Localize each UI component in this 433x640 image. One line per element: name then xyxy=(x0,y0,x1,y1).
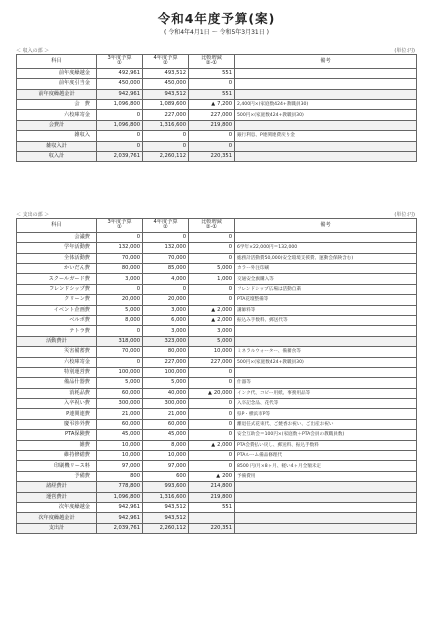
diff-value: 0 xyxy=(228,379,232,386)
budget4-cell: 10,000 xyxy=(143,451,189,461)
table-row xyxy=(17,513,417,523)
budget3-cell: 450,000 xyxy=(97,79,143,89)
budget3-cell: 0 xyxy=(97,357,143,367)
decrease-marker: ▲ xyxy=(211,441,216,448)
diff-value: 5,000 xyxy=(217,337,232,344)
budget4-cell: 40,000 xyxy=(143,388,189,398)
decrease-marker: ▲ xyxy=(211,101,216,108)
budget3-cell: 20,000 xyxy=(97,295,143,305)
diff-value: 2,000 xyxy=(217,306,232,313)
table-row xyxy=(17,482,417,492)
table-row xyxy=(17,232,417,242)
table-row xyxy=(17,451,417,461)
table-row xyxy=(17,430,417,440)
diff-value: 10,000 xyxy=(213,348,232,355)
table-row xyxy=(17,502,417,512)
diff-cell xyxy=(189,110,235,120)
item-cell: 備品什器費 xyxy=(17,378,97,388)
diff-cell xyxy=(189,141,235,151)
table-row xyxy=(17,253,417,263)
diff-cell xyxy=(189,492,235,502)
decrease-marker: ▲ xyxy=(211,317,216,324)
note-cell: カラー外注印刷 xyxy=(235,263,417,273)
budget4-cell: 1,316,600 xyxy=(143,492,189,502)
header-note: 備考 xyxy=(235,55,417,69)
diff-cell xyxy=(189,461,235,471)
diff-cell xyxy=(189,347,235,357)
budget4-cell: 8,000 xyxy=(143,440,189,450)
budget3-cell: 45,000 xyxy=(97,430,143,440)
diff-cell xyxy=(189,471,235,481)
diff-cell xyxy=(189,513,235,523)
diff-cell xyxy=(189,68,235,78)
note-cell xyxy=(235,120,417,130)
diff-cell xyxy=(189,482,235,492)
note-cell: 講師料等 xyxy=(235,305,417,315)
diff-value: 0 xyxy=(228,285,232,292)
diff-cell xyxy=(189,274,235,284)
note-cell: PTA花壇整備等 xyxy=(235,295,417,305)
budget3-cell: 10,000 xyxy=(97,451,143,461)
diff-cell xyxy=(189,243,235,253)
item-cell: 諸経費計 xyxy=(17,482,97,492)
diff-value: 551 xyxy=(222,504,232,511)
diff-value: 1,000 xyxy=(217,275,232,282)
budget3-cell: 492,961 xyxy=(97,68,143,78)
note-cell: 什器等 xyxy=(235,378,417,388)
table-row xyxy=(17,378,417,388)
budget3-cell: 5,000 xyxy=(97,305,143,315)
item-cell: スクールガード費 xyxy=(17,274,97,284)
budget3-cell: 0 xyxy=(97,131,143,141)
item-cell: 六校庫寄金 xyxy=(17,110,97,120)
table-row xyxy=(17,367,417,377)
expense-table xyxy=(16,218,417,534)
budget3-cell: 60,000 xyxy=(97,419,143,429)
budget4-cell: 97,000 xyxy=(143,461,189,471)
diff-cell xyxy=(189,263,235,273)
note-cell: 振込み手数料、郵送代等 xyxy=(235,315,417,325)
table-row xyxy=(17,243,417,253)
budget4-cell: 132,000 xyxy=(143,243,189,253)
diff-value: 0 xyxy=(228,234,232,240)
item-cell: 活動費計 xyxy=(17,336,97,346)
item-cell: 消耗品費 xyxy=(17,388,97,398)
diff-cell xyxy=(189,326,235,336)
item-cell: 入卒祝い費 xyxy=(17,399,97,409)
header-note: 備考 xyxy=(235,219,417,233)
budget4-cell: 100,000 xyxy=(143,367,189,377)
item-cell: 予備費 xyxy=(17,471,97,481)
diff-value: 0 xyxy=(228,132,232,139)
budget3-cell: 70,000 xyxy=(97,253,143,263)
diff-value: 3,000 xyxy=(217,327,232,334)
budget4-cell: 2,260,112 xyxy=(143,523,189,533)
budget4-cell: 300,000 xyxy=(143,399,189,409)
note-cell xyxy=(235,79,417,89)
table-row xyxy=(17,388,417,398)
diff-value: 0 xyxy=(228,254,232,261)
diff-cell xyxy=(189,253,235,263)
budget3-cell: 70,000 xyxy=(97,347,143,357)
note-cell xyxy=(235,367,417,377)
diff-cell xyxy=(189,151,235,161)
budget3-cell: 8,000 xyxy=(97,315,143,325)
diff-value: 0 xyxy=(228,452,232,459)
table-row xyxy=(17,409,417,419)
item-cell: 運営費計 xyxy=(17,492,97,502)
diff-value: 551 xyxy=(222,70,232,76)
diff-value: 0 xyxy=(228,462,232,469)
header-item: 科目 xyxy=(17,219,97,233)
income-table xyxy=(16,54,417,162)
header-budget3: 3年度予算 ① xyxy=(97,55,143,69)
diff-value: 0 xyxy=(228,431,232,438)
budget4-cell: 600 xyxy=(143,471,189,481)
note-cell: PTA会費払い戻し、郵送料、振込手数料 xyxy=(235,440,417,450)
table-row xyxy=(17,347,417,357)
decrease-marker: ▲ xyxy=(211,306,216,313)
budget3-cell: 1,096,800 xyxy=(97,99,143,109)
table-row xyxy=(17,151,417,161)
item-cell: 印刷機リース料 xyxy=(17,461,97,471)
table-row xyxy=(17,336,417,346)
budget3-cell: 2,039,761 xyxy=(97,523,143,533)
budget3-cell: 132,000 xyxy=(97,243,143,253)
item-cell: 収入計 xyxy=(17,151,97,161)
note-cell xyxy=(235,232,417,242)
decrease-marker: ▲ xyxy=(207,389,212,396)
diff-cell xyxy=(189,367,235,377)
budget4-cell: 5,000 xyxy=(143,378,189,388)
note-cell: 500円×(家庭数424+教職員30) xyxy=(235,357,417,367)
table-row xyxy=(17,399,417,409)
item-cell: 前年度繰越金 xyxy=(17,68,97,78)
budget4-cell: 227,000 xyxy=(143,110,189,120)
item-cell: 前年度引当金 xyxy=(17,79,97,89)
decrease-marker: ▲ xyxy=(216,472,221,479)
budget3-cell: 60,000 xyxy=(97,388,143,398)
income-section-label: ＜ 収入の部 ＞ xyxy=(16,48,50,54)
budget4-cell: 4,000 xyxy=(143,274,189,284)
budget4-cell: 450,000 xyxy=(143,79,189,89)
table-row xyxy=(17,471,417,481)
budget3-cell: 0 xyxy=(97,232,143,242)
diff-cell xyxy=(189,430,235,440)
note-cell: インク代、コピー用紙、事務用品等 xyxy=(235,388,417,398)
diff-value: 220,351 xyxy=(210,524,232,531)
diff-cell xyxy=(189,232,235,242)
note-cell: 銀行利息、P連関連費戻り金 xyxy=(235,131,417,141)
diff-cell xyxy=(189,419,235,429)
budget3-cell: 0 xyxy=(97,284,143,294)
note-cell: 安全互助会＝100円×(家庭数＋PTA会員の教職員数) xyxy=(235,430,417,440)
budget3-cell: 942,961 xyxy=(97,89,143,99)
diff-cell xyxy=(189,451,235,461)
budget3-cell: 0 xyxy=(97,110,143,120)
budget4-cell: 20,000 xyxy=(143,295,189,305)
table-row xyxy=(17,131,417,141)
table-row xyxy=(17,274,417,284)
diff-value: 0 xyxy=(228,244,232,251)
table-row xyxy=(17,315,417,325)
budget4-cell: 2,260,112 xyxy=(143,151,189,161)
budget4-cell: 0 xyxy=(143,141,189,151)
item-cell: フレンドシップ費 xyxy=(17,284,97,294)
diff-value: 200 xyxy=(222,472,232,479)
item-cell: 六校庫寄金 xyxy=(17,357,97,367)
item-cell: 特別運営費 xyxy=(17,367,97,377)
item-cell: かいだん費 xyxy=(17,263,97,273)
table-row xyxy=(17,120,417,130)
diff-value: 0 xyxy=(228,369,232,376)
diff-value: 5,000 xyxy=(217,265,232,272)
item-cell: テトラ費 xyxy=(17,326,97,336)
budget3-cell: 1,096,800 xyxy=(97,120,143,130)
diff-value: 214,800 xyxy=(210,483,232,490)
item-cell: 学年活動費 xyxy=(17,243,97,253)
note-cell: フレンドシップ広場は活動自粛 xyxy=(235,284,417,294)
table-row xyxy=(17,79,417,89)
diff-cell xyxy=(189,89,235,99)
budget4-cell: 45,000 xyxy=(143,430,189,440)
expense-header-row xyxy=(17,219,417,233)
note-cell: ミネラルウォーター、備蓄食等 xyxy=(235,347,417,357)
budget4-cell: 21,000 xyxy=(143,409,189,419)
diff-value: 220,351 xyxy=(210,153,232,160)
diff-cell xyxy=(189,315,235,325)
header-diff: 比較増減 ②-① xyxy=(189,219,235,233)
table-row xyxy=(17,326,417,336)
budget3-cell: 97,000 xyxy=(97,461,143,471)
diff-value: 0 xyxy=(228,80,232,87)
item-cell: 維持修繕費 xyxy=(17,451,97,461)
header-budget4: 4年度予算 ② xyxy=(143,55,189,69)
page-title: 令和4年度予算(案) xyxy=(157,11,276,26)
diff-cell xyxy=(189,131,235,141)
note-cell xyxy=(235,336,417,346)
budget4-cell: 60,000 xyxy=(143,419,189,429)
diff-cell xyxy=(189,388,235,398)
table-row xyxy=(17,440,417,450)
diff-cell xyxy=(189,523,235,533)
item-cell: クリーン費 xyxy=(17,295,97,305)
note-cell: 離退任式花束代、ご焼香お祝い、ご出産お祝い xyxy=(235,419,417,429)
budget3-cell: 2,039,761 xyxy=(97,151,143,161)
note-cell: 入卒記念品、花代等 xyxy=(235,399,417,409)
diff-value: 0 xyxy=(228,421,232,428)
item-cell: 雑収入 xyxy=(17,131,97,141)
item-cell: 会 費 xyxy=(17,99,97,109)
diff-value: 227,000 xyxy=(210,111,232,118)
diff-value: 2,000 xyxy=(217,441,232,448)
budget4-cell: 1,089,600 xyxy=(143,99,189,109)
table-row xyxy=(17,99,417,109)
diff-value: 0 xyxy=(228,400,232,407)
header-budget3: 3年度予算 ① xyxy=(97,219,143,233)
budget3-cell: 10,000 xyxy=(97,440,143,450)
budget3-cell: 5,000 xyxy=(97,378,143,388)
diff-value: 2,000 xyxy=(217,317,232,324)
budget4-cell: 993,600 xyxy=(143,482,189,492)
note-cell: 8500 円/月×8ヶ月、軽い4ヶ月全額未定 xyxy=(235,461,417,471)
item-cell: イベント企画費 xyxy=(17,305,97,315)
diff-cell xyxy=(189,295,235,305)
diff-value: 219,800 xyxy=(210,121,232,128)
budget3-cell: 942,961 xyxy=(97,502,143,512)
budget3-cell: 778,800 xyxy=(97,482,143,492)
table-row xyxy=(17,284,417,294)
note-cell: 交通安全旗購入等 xyxy=(235,274,417,284)
table-row xyxy=(17,141,417,151)
note-cell: 6学年×22,000円＝132,000 xyxy=(235,243,417,253)
note-cell: 総務計活動費50,000(安全環境支援費、運動会保険含む) xyxy=(235,253,417,263)
header-budget4: 4年度予算 ② xyxy=(143,219,189,233)
diff-cell xyxy=(189,336,235,346)
table-row xyxy=(17,419,417,429)
note-cell xyxy=(235,141,417,151)
note-cell xyxy=(235,513,417,523)
note-cell: 予備費用 xyxy=(235,471,417,481)
table-row xyxy=(17,461,417,471)
budget4-cell: 227,000 xyxy=(143,357,189,367)
diff-value: 7,200 xyxy=(217,101,232,108)
diff-value: 551 xyxy=(222,90,232,97)
budget4-cell: 1,316,600 xyxy=(143,120,189,130)
expense-section-label: ＜ 支出の部 ＞ xyxy=(16,212,50,218)
diff-cell xyxy=(189,440,235,450)
item-cell: 雑費 xyxy=(17,440,97,450)
table-row xyxy=(17,68,417,78)
fiscal-period: ( 令和4年4月1日 ～ 令和5年3月31日 ) xyxy=(163,29,270,36)
budget4-cell: 0 xyxy=(143,131,189,141)
note-cell: PTAルーム備品修理代 xyxy=(235,451,417,461)
budget4-cell: 80,000 xyxy=(143,347,189,357)
item-cell: PTA保険費 xyxy=(17,430,97,440)
budget3-cell: 80,000 xyxy=(97,263,143,273)
budget4-cell: 493,512 xyxy=(143,68,189,78)
budget3-cell: 0 xyxy=(97,141,143,151)
budget4-cell: 943,512 xyxy=(143,513,189,523)
income-unit-label: (単位:円) xyxy=(394,48,415,54)
budget3-cell: 21,000 xyxy=(97,409,143,419)
budget3-cell: 100,000 xyxy=(97,367,143,377)
budget3-cell: 3,000 xyxy=(97,274,143,284)
expense-unit-label: (単位:円) xyxy=(394,212,415,218)
table-row xyxy=(17,110,417,120)
budget3-cell: 300,000 xyxy=(97,399,143,409)
budget4-cell: 70,000 xyxy=(143,253,189,263)
budget3-cell: 800 xyxy=(97,471,143,481)
table-row xyxy=(17,357,417,367)
note-cell xyxy=(235,502,417,512)
diff-value: 219,800 xyxy=(210,493,232,500)
diff-value: 0 xyxy=(228,142,232,149)
table-row xyxy=(17,523,417,533)
diff-value: 0 xyxy=(228,410,232,417)
item-cell: ベルボ費 xyxy=(17,315,97,325)
budget4-cell: 6,000 xyxy=(143,315,189,325)
diff-cell xyxy=(189,284,235,294)
item-cell: 前年度繰越金計 xyxy=(17,89,97,99)
note-cell xyxy=(235,482,417,492)
note-cell xyxy=(235,326,417,336)
note-cell xyxy=(235,151,417,161)
budget4-cell: 943,512 xyxy=(143,89,189,99)
budget3-cell: 0 xyxy=(97,326,143,336)
budget4-cell: 3,000 xyxy=(143,326,189,336)
diff-cell xyxy=(189,502,235,512)
item-cell: P連関連費 xyxy=(17,409,97,419)
table-row xyxy=(17,89,417,99)
note-cell: 500円×(家庭数424+教職員30) xyxy=(235,110,417,120)
item-cell: 支出計 xyxy=(17,523,97,533)
note-cell: 2,400円×(家庭数424+教職員30) xyxy=(235,99,417,109)
table-row xyxy=(17,263,417,273)
diff-cell xyxy=(189,79,235,89)
header-item: 科目 xyxy=(17,55,97,69)
diff-value: 0 xyxy=(228,296,232,303)
diff-cell xyxy=(189,305,235,315)
table-row xyxy=(17,492,417,502)
diff-value: 20,000 xyxy=(213,389,232,396)
item-cell: 慶弔渉外費 xyxy=(17,419,97,429)
diff-cell xyxy=(189,120,235,130)
budget4-cell: 943,512 xyxy=(143,502,189,512)
diff-cell xyxy=(189,99,235,109)
note-cell xyxy=(235,492,417,502)
diff-cell xyxy=(189,357,235,367)
budget4-cell: 3,000 xyxy=(143,305,189,315)
item-cell: 雑収入計 xyxy=(17,141,97,151)
item-cell: 会費計 xyxy=(17,120,97,130)
item-cell: 次年度繰越金 xyxy=(17,502,97,512)
diff-cell xyxy=(189,399,235,409)
diff-value: 227,000 xyxy=(210,358,232,365)
budget3-cell: 942,961 xyxy=(97,513,143,523)
item-cell: 全体活動費 xyxy=(17,253,97,263)
note-cell xyxy=(235,523,417,533)
note-cell: 県P・横浜市P等 xyxy=(235,409,417,419)
budget4-cell: 0 xyxy=(143,232,189,242)
header-diff: 比較増減 ②-① xyxy=(189,55,235,69)
budget3-cell: 318,000 xyxy=(97,336,143,346)
budget4-cell: 323,000 xyxy=(143,336,189,346)
item-cell: 次年度繰越金計 xyxy=(17,513,97,523)
budget3-cell: 1,096,800 xyxy=(97,492,143,502)
note-cell xyxy=(235,68,417,78)
table-row xyxy=(17,295,417,305)
income-header-row xyxy=(17,55,417,69)
diff-cell xyxy=(189,378,235,388)
budget4-cell: 0 xyxy=(143,284,189,294)
item-cell: 会議費 xyxy=(17,232,97,242)
item-cell: 災害備蓄費 xyxy=(17,347,97,357)
budget4-cell: 85,000 xyxy=(143,263,189,273)
note-cell xyxy=(235,89,417,99)
diff-cell xyxy=(189,409,235,419)
table-row xyxy=(17,305,417,315)
